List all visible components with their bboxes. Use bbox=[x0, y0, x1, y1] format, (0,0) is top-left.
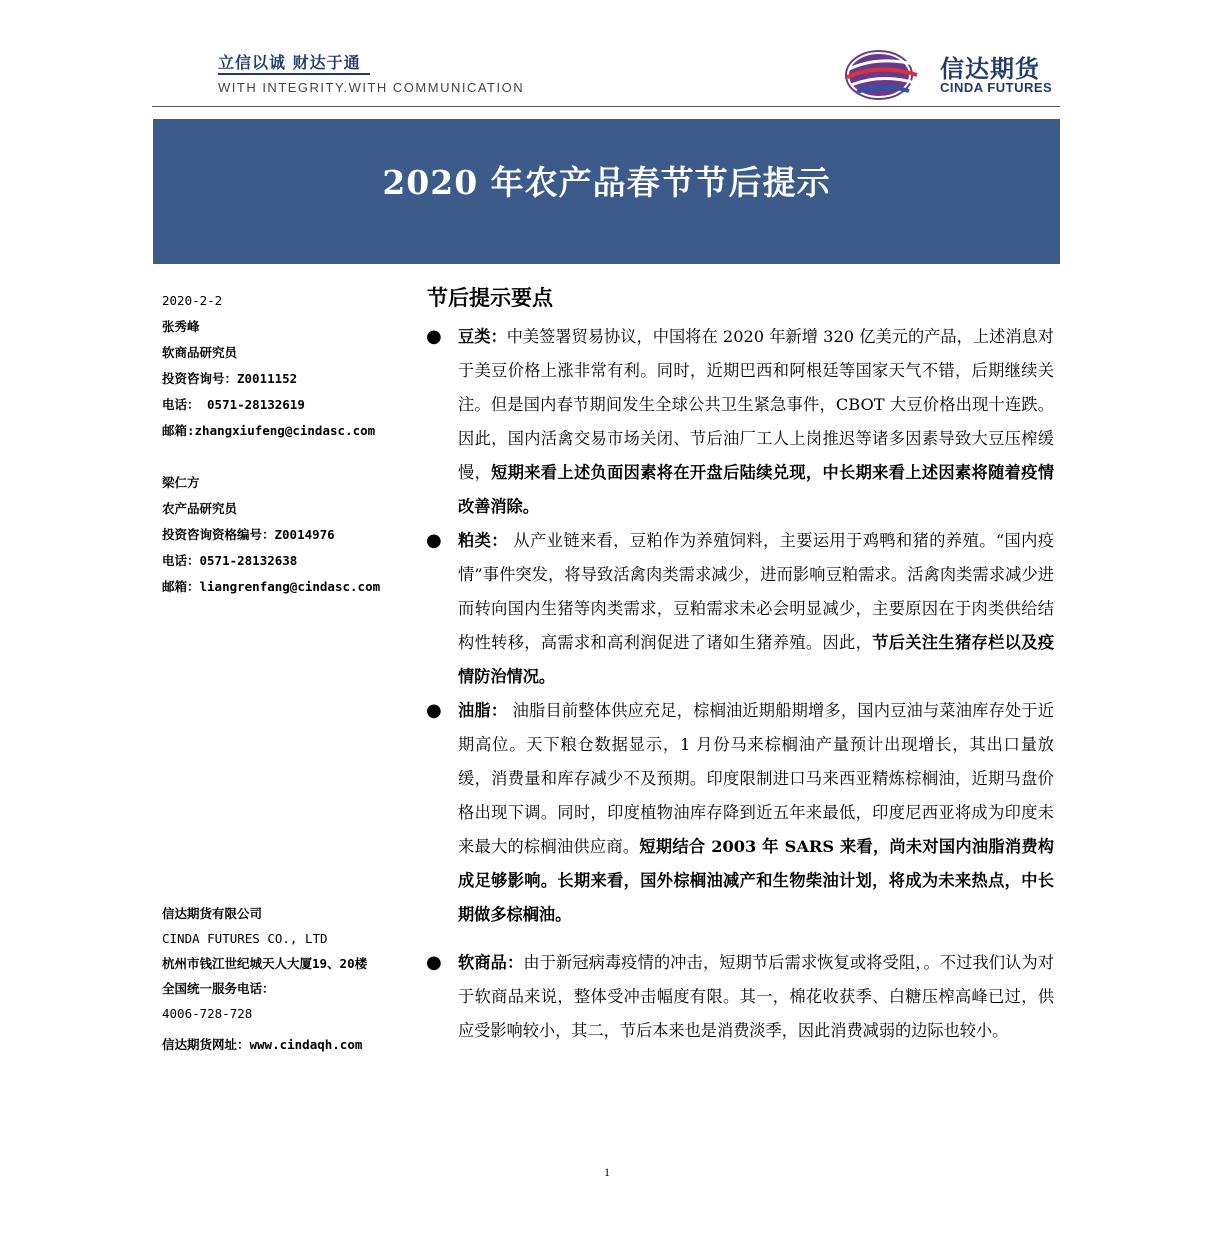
analyst2-license: 投资咨询资格编号：Z0014976 bbox=[162, 527, 335, 542]
bullet-beans bbox=[424, 320, 1054, 524]
slogan-en: WITH INTEGRITY.WITH COMMUNICATION bbox=[218, 80, 525, 95]
company-name-en: CINDA FUTURES CO., LTD bbox=[162, 931, 328, 946]
slogan-underline bbox=[218, 73, 370, 75]
bullet-conclusion: 短期结合 2003 年 SARS 来看，尚未对国内油脂消费构成足够影响。长期来看，国外棕榈油减产和生物柴油计划，将成为未来热点，中长期做多棕榈油。 bbox=[458, 837, 1054, 924]
company-hotline-label: 全国统一服务电话： bbox=[162, 981, 275, 996]
title-banner bbox=[153, 119, 1060, 264]
bullet-meal bbox=[424, 524, 1054, 694]
bullet-head: 软商品： bbox=[458, 953, 524, 972]
company-hotline: 4006-728-728 bbox=[162, 1006, 253, 1021]
section-title: 节后提示要点 bbox=[427, 285, 553, 310]
bullet-head: 油脂： bbox=[458, 701, 508, 720]
company-info bbox=[162, 901, 402, 1057]
author-sidebar bbox=[162, 288, 402, 600]
bullet-conclusion: 短期来看上述负面因素将在开盘后陆续兑现，中长期来看上述因素将随着疫情改善消除。 bbox=[458, 463, 1055, 516]
bullet-body: 从产业链来看，豆粕作为养殖饲料，主要运用于鸡鸭和猪的养殖。“国内疫情”事件突发，将导致活禽肉类需求减少，进而影响豆粕需求。活禽肉类需求减少进而转向国内生猪等肉类需求，豆粕需求未必会明显减少，主要原因在于肉类供给结构性转移，高需求和高利润促进了诸如生猪养殖。因此， bbox=[458, 531, 1055, 652]
main-content bbox=[424, 278, 1054, 1048]
bullet-head: 粕类： bbox=[458, 531, 508, 550]
analyst1-name: 张秀峰 bbox=[162, 319, 200, 334]
bullet-softs bbox=[424, 946, 1054, 1048]
bullet-body: 油脂目前整体供应充足，棕榈油近期船期增多，国内豆油与菜油库存处于近期高位。天下粮仓数据显示，1 月份马来棕榈油产量预计出现增长，其出口量放缓，消费量和库存减少不及预期。印度限制进口马来西亚精炼棕榈油，近期马盘价格出现下调。同时，印度植物油库存降到近五年来最低，印度尼西亚将成为印度未来最大的棕榈油供应商。 bbox=[458, 701, 1054, 856]
analyst1-license: 投资咨询号：Z0011152 bbox=[162, 371, 298, 386]
report-date: 2020-2-2 bbox=[162, 293, 223, 308]
bullet-dot-icon: ● bbox=[426, 326, 442, 347]
header-divider bbox=[152, 106, 1060, 107]
bullet-conclusion: 节后关注生猪存栏以及疫情防治情况。 bbox=[458, 633, 1055, 686]
page-number: 1 bbox=[604, 1165, 610, 1179]
slogan-cn: 立信以诚 财达于通 bbox=[218, 53, 361, 72]
bullet-dot-icon: ● bbox=[426, 952, 442, 973]
report-title: 2020 年农产品春节节后提示 bbox=[382, 163, 831, 202]
cinda-logo bbox=[843, 47, 1083, 102]
bullet-dot-icon: ● bbox=[426, 700, 442, 721]
analyst2-phone: 电话：0571-28132638 bbox=[162, 553, 298, 568]
logo-text-cn: 信达期货 bbox=[940, 55, 1040, 83]
bullet-body: 中美签署贸易协议，中国将在 2020 年新增 320 亿美元的产品，上述消息对于美豆价格上涨非常有利。同时，近期巴西和阿根廷等国家天气不错，后期继续关注。但是国内春节期间发生全球公共卫生紧急事件，CBOT 大豆价格出现十连跌。因此，国内活禽交易市场关闭、节后油厂工人上岗推迟等诸多因素导致大豆压榨缓慢， bbox=[458, 327, 1054, 482]
bullet-oils bbox=[424, 694, 1054, 932]
company-name-cn: 信达期货有限公司 bbox=[162, 906, 263, 921]
analyst2-name: 梁仁方 bbox=[162, 475, 200, 490]
bullet-dot-icon: ● bbox=[426, 530, 442, 551]
analyst2-email: 邮箱：liangrenfang@cindasc.com bbox=[162, 579, 381, 594]
cinda-logo-icon bbox=[843, 47, 923, 102]
bullet-head: 豆类： bbox=[458, 327, 507, 346]
analyst1-email: 邮箱:zhangxiufeng@cindasc.com bbox=[162, 423, 376, 438]
analyst2-role: 农产品研究员 bbox=[162, 501, 238, 516]
analyst1-role: 软商品研究员 bbox=[162, 345, 238, 360]
company-website: 信达期货网址：www.cindaqh.com bbox=[162, 1037, 363, 1052]
company-address: 杭州市钱江世纪城天人大厦19、20楼 bbox=[162, 956, 368, 971]
header-slogan bbox=[218, 50, 361, 73]
bullet-body: 由于新冠病毒疫情的冲击，短期节后需求恢复或将受阻，。不过我们认为对于软商品来说，整体受冲击幅度有限。其一，棉花收获季、白糖压榨高峰已过，供应受影响较小，其二，节后本来也是消费淡季，因此消费减弱的边际也较小。 bbox=[458, 953, 1054, 1040]
analyst1-phone: 电话： 0571-28132619 bbox=[162, 397, 305, 412]
logo-text-en: CINDA FUTURES bbox=[940, 80, 1053, 95]
